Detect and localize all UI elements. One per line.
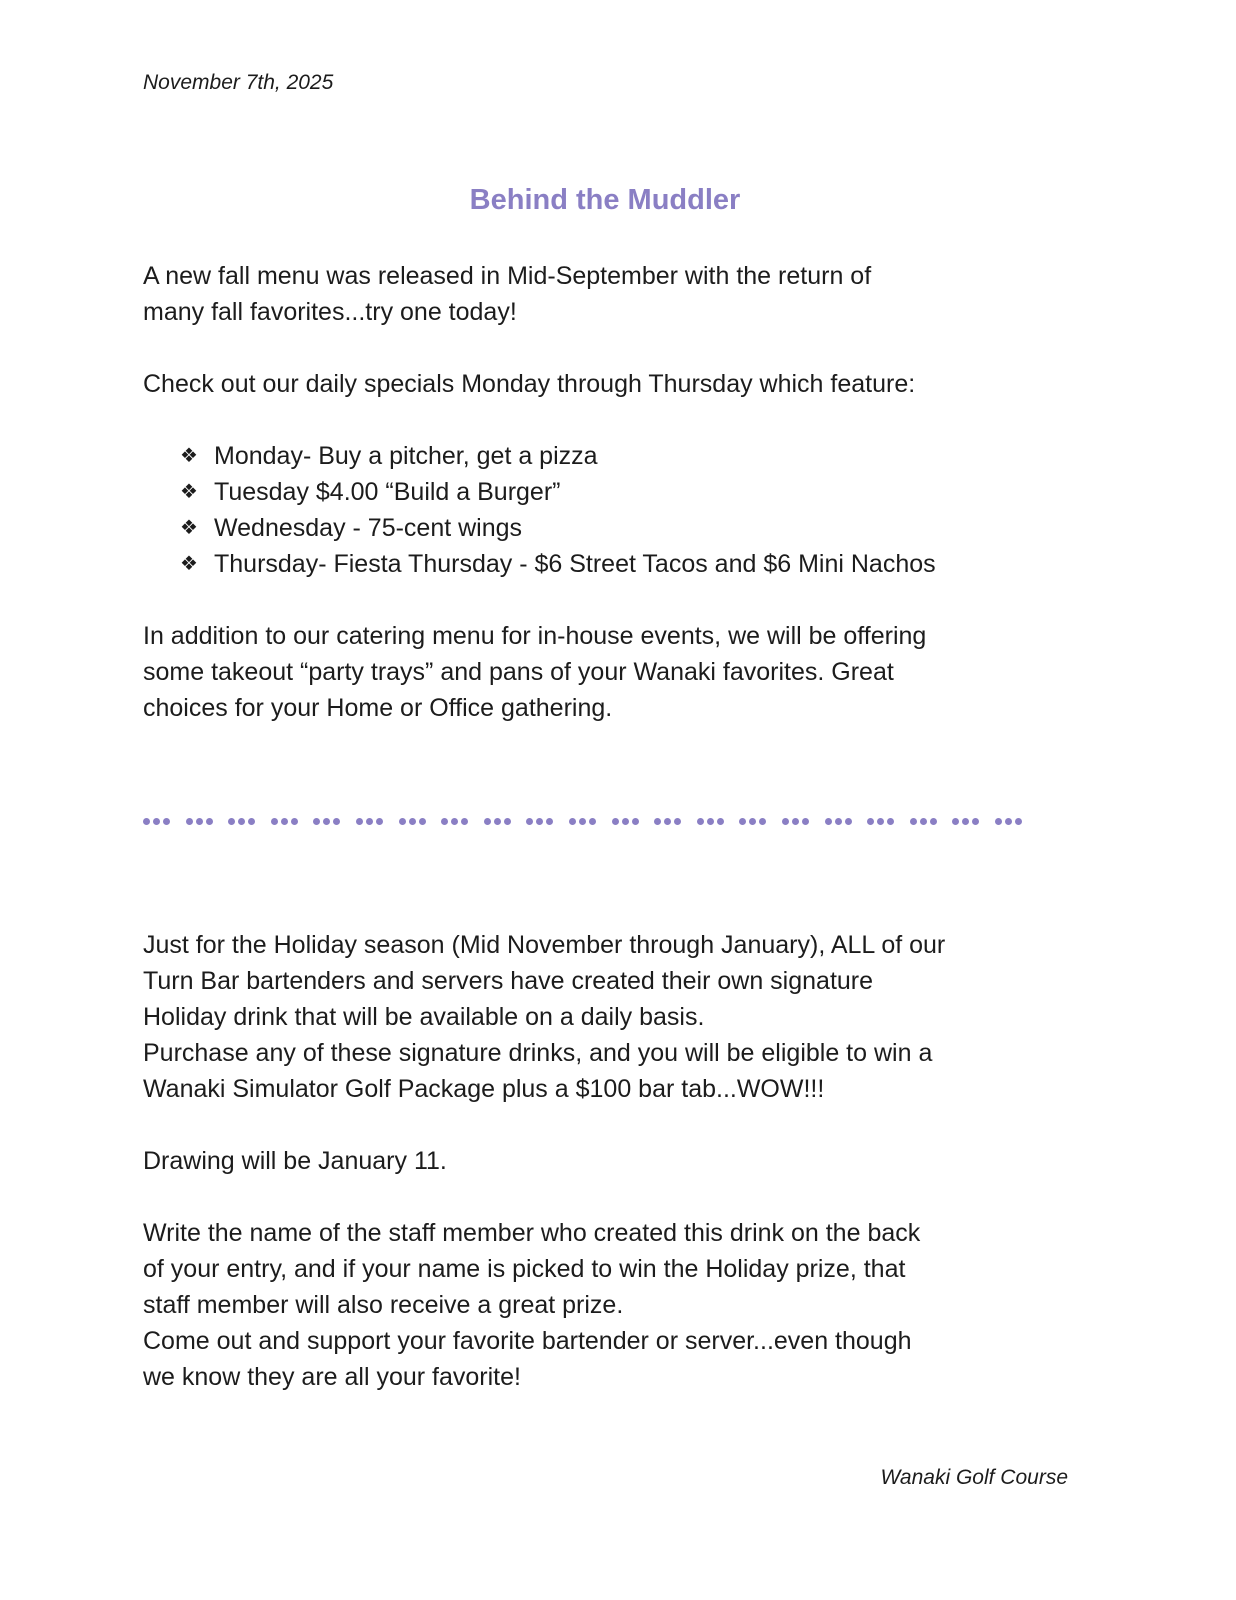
divider-dot <box>632 818 639 825</box>
divider-dot <box>792 818 799 825</box>
drawing-text: Drawing will be January 11. <box>143 1147 447 1175</box>
divider-dot <box>546 818 553 825</box>
divider-dot-group <box>399 818 432 825</box>
staff-line: we know they are all your favorite! <box>143 1363 521 1391</box>
holiday-line: Turn Bar bartenders and servers have created their own signature <box>143 967 874 995</box>
list-item <box>180 474 936 510</box>
divider-dot <box>441 818 448 825</box>
divider-dot-group <box>910 818 943 825</box>
divider-dot-group <box>186 818 219 825</box>
dotted-divider <box>143 818 1027 825</box>
document-date: November 7th, 2025 <box>143 71 334 94</box>
divider-dot <box>802 818 809 825</box>
holiday-line: Just for the Holiday season (Mid November through January), ALL of our <box>143 931 946 959</box>
divider-dot <box>674 818 681 825</box>
divider-dot <box>451 818 458 825</box>
divider-dot <box>143 818 150 825</box>
holiday-line: Holiday drink that will be available on a daily basis. <box>143 1003 705 1031</box>
intro-line: A new fall menu was released in Mid-September with the return of <box>143 262 872 290</box>
divider-dot <box>206 818 213 825</box>
divider-dot-group <box>654 818 687 825</box>
divider-dot-group <box>356 818 389 825</box>
divider-dot <box>494 818 501 825</box>
divider-dot <box>376 818 383 825</box>
drawing-paragraph <box>143 1143 1093 1179</box>
intro-line: many fall favorites...try one today! <box>143 298 517 326</box>
divider-dot <box>749 818 756 825</box>
divider-dot <box>356 818 363 825</box>
divider-dot <box>248 818 255 825</box>
divider-dot <box>333 818 340 825</box>
divider-dot <box>612 818 619 825</box>
divider-dot <box>366 818 373 825</box>
divider-dot-group <box>782 818 815 825</box>
divider-dot <box>867 818 874 825</box>
divider-dot <box>569 818 576 825</box>
divider-dot <box>930 818 937 825</box>
signature: Wanaki Golf Course <box>880 1466 1068 1489</box>
divider-dot <box>323 818 330 825</box>
divider-dot <box>920 818 927 825</box>
divider-dot <box>717 818 724 825</box>
divider-dot <box>409 818 416 825</box>
holiday-line: Purchase any of these signature drinks, and you will be eligible to win a <box>143 1039 933 1067</box>
staff-line: Come out and support your favorite bartender or server...even though <box>143 1327 912 1355</box>
diamond-bullet-icon: ❖ <box>180 445 198 467</box>
divider-dot <box>782 818 789 825</box>
catering-line: some takeout “party trays” and pans of your Wanaki favorites. Great <box>143 658 894 686</box>
divider-dot <box>962 818 969 825</box>
divider-dot <box>1015 818 1022 825</box>
divider-dot <box>419 818 426 825</box>
divider-dot <box>228 818 235 825</box>
divider-dot <box>238 818 245 825</box>
diamond-bullet-icon: ❖ <box>180 481 198 503</box>
divider-dot <box>313 818 320 825</box>
specials-intro <box>143 366 1093 402</box>
divider-dot-group <box>995 818 1028 825</box>
divider-dot-group <box>867 818 900 825</box>
diamond-bullet-icon: ❖ <box>180 553 198 575</box>
divider-dot-group <box>612 818 645 825</box>
divider-dot-group <box>484 818 517 825</box>
staff-paragraph <box>143 1215 1093 1395</box>
special-monday: Monday- Buy a pitcher, get a pizza <box>214 442 598 470</box>
holiday-line: Wanaki Simulator Golf Package plus a $100 bar tab...WOW!!! <box>143 1075 825 1103</box>
divider-dot <box>845 818 852 825</box>
divider-dot <box>589 818 596 825</box>
divider-dot-group <box>569 818 602 825</box>
catering-paragraph <box>143 618 1093 726</box>
divider-dot <box>281 818 288 825</box>
divider-dot <box>186 818 193 825</box>
divider-dot-group <box>143 818 176 825</box>
specials-intro-text: Check out our daily specials Monday through Thursday which feature: <box>143 370 916 398</box>
divider-dot <box>504 818 511 825</box>
staff-line: of your entry, and if your name is picked to win the Holiday prize, that <box>143 1255 906 1283</box>
divider-dot <box>526 818 533 825</box>
divider-dot <box>461 818 468 825</box>
special-wednesday: Wednesday - 75-cent wings <box>214 514 523 542</box>
divider-dot <box>271 818 278 825</box>
list-item <box>180 510 936 546</box>
divider-dot <box>972 818 979 825</box>
divider-dot <box>910 818 917 825</box>
catering-line: In addition to our catering menu for in-house events, we will be offering <box>143 622 927 650</box>
diamond-bullet-icon: ❖ <box>180 517 198 539</box>
divider-dot <box>707 818 714 825</box>
special-thursday: Thursday- Fiesta Thursday - $6 Street Tacos and $6 Mini Nachos <box>214 550 936 578</box>
staff-line: Write the name of the staff member who created this drink on the back <box>143 1219 921 1247</box>
staff-line: staff member will also receive a great prize. <box>143 1291 624 1319</box>
divider-dot <box>196 818 203 825</box>
divider-dot <box>291 818 298 825</box>
divider-dot-group <box>441 818 474 825</box>
intro-paragraph <box>143 258 1093 330</box>
divider-dot-group <box>228 818 261 825</box>
divider-dot <box>877 818 884 825</box>
divider-dot <box>759 818 766 825</box>
divider-dot <box>887 818 894 825</box>
divider-dot <box>399 818 406 825</box>
divider-dot <box>825 818 832 825</box>
divider-dot <box>697 818 704 825</box>
divider-dot-group <box>697 818 730 825</box>
divider-dot <box>995 818 1002 825</box>
divider-dot-group <box>313 818 346 825</box>
divider-dot-group <box>739 818 772 825</box>
list-item <box>180 438 936 474</box>
divider-dot-group <box>526 818 559 825</box>
divider-dot-group <box>952 818 985 825</box>
divider-dot-group <box>825 818 858 825</box>
divider-dot <box>952 818 959 825</box>
divider-dot <box>622 818 629 825</box>
divider-dot <box>484 818 491 825</box>
divider-dot <box>163 818 170 825</box>
divider-dot-group <box>271 818 304 825</box>
divider-dot <box>1005 818 1012 825</box>
divider-dot <box>536 818 543 825</box>
document-title: Behind the Muddler <box>469 184 741 216</box>
special-tuesday: Tuesday $4.00 “Build a Burger” <box>214 478 561 506</box>
divider-dot <box>739 818 746 825</box>
holiday-paragraph <box>143 927 1093 1107</box>
divider-dot <box>664 818 671 825</box>
catering-line: choices for your Home or Office gathering. <box>143 694 613 722</box>
divider-dot <box>835 818 842 825</box>
specials-list <box>180 438 936 582</box>
list-item <box>180 546 936 582</box>
divider-dot <box>153 818 160 825</box>
divider-dot <box>654 818 661 825</box>
divider-dot <box>579 818 586 825</box>
